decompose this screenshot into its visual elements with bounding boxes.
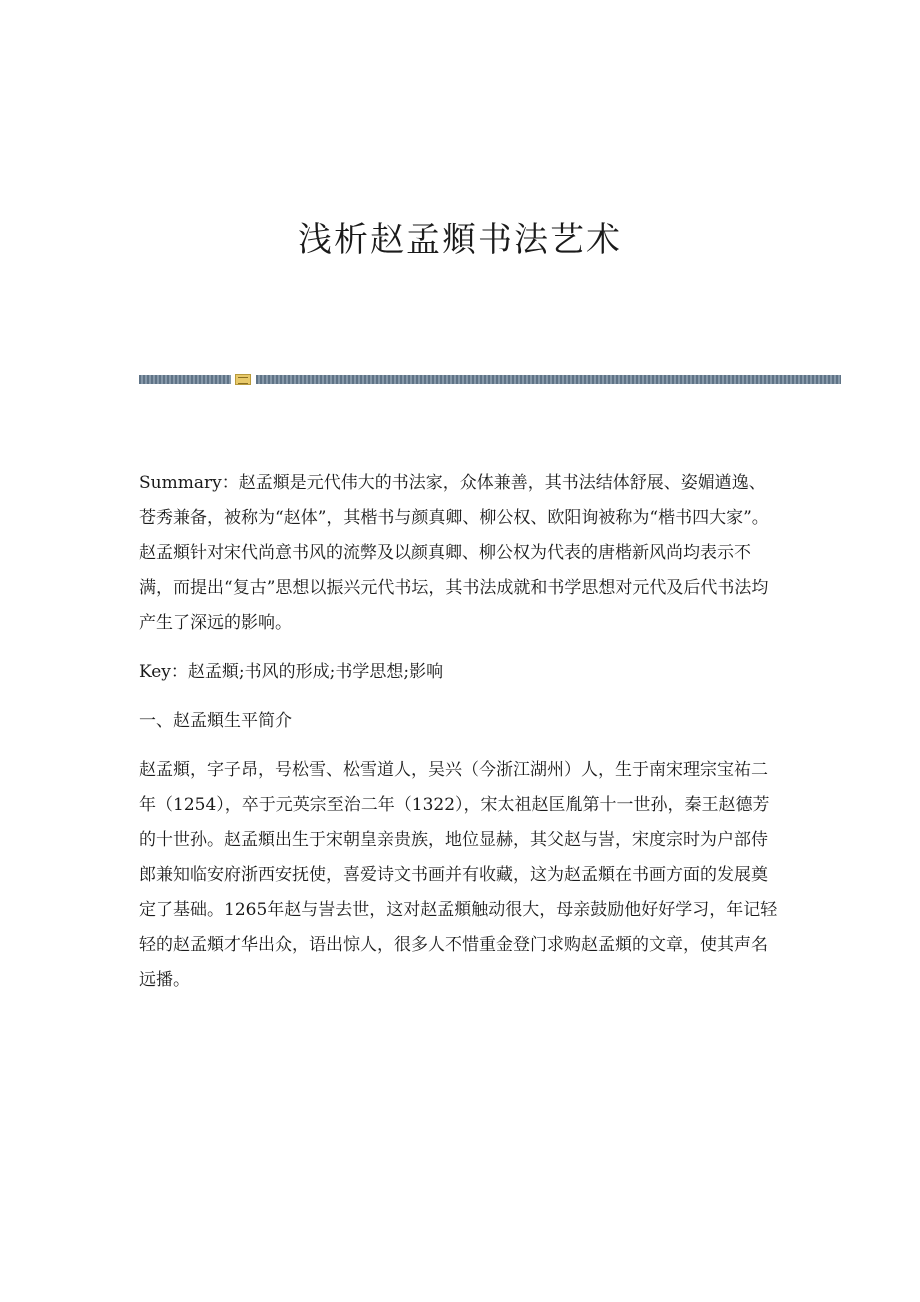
keywords-line: Key：赵孟頫;书风的形成;书学思想;影响 <box>139 662 444 682</box>
divider-ornament-icon <box>235 374 251 385</box>
divider-bar-right <box>256 375 841 384</box>
page-title: 浅析赵孟頫书法艺术 <box>298 220 622 260</box>
title-divider <box>139 375 841 384</box>
summary-paragraph: Summary：赵孟頫是元代伟大的书法家，众体兼善，其书法结体舒展、姿媚遒逸、苍秀兼备，被称为“赵体”，其楷书与颜真卿、柳公权、欧阳询被称为“楷书四大家”。赵孟頫针对宋代尚意书风的流弊及以颜真卿、柳公权为代表的唐楷新风尚均表示不满，而提出“复古”思想以振兴元代书坛，其书法成就和书学思想对元代及后代书法均产生了深远的影响。 <box>139 473 769 633</box>
article-body <box>139 466 779 998</box>
divider-bar-left <box>139 375 231 384</box>
body-paragraph: 赵孟頫，字子昂，号松雪、松雪道人，吴兴（今浙江湖州）人，生于南宋理宗宝祐二年（1254），卒于元英宗至治二年（1322），宋太祖赵匡胤第十一世孙，秦王赵德芳的十世孙。赵孟頫出生于宋朝皇亲贵族，地位显赫，其父赵与訔，宋度宗时为户部侍郎兼知临安府浙西安抚使，喜爱诗文书画并有收藏，这为赵孟頫在书画方面的发展奠定了基础。1265年赵与訔去世，这对赵孟頫触动很大，母亲鼓励他好好学习，年记轻轻的赵孟頫才华出众，语出惊人，很多人不惜重金登门求购赵孟頫的文章，使其声名远播。 <box>139 760 778 990</box>
section-heading: 一、赵孟頫生平简介 <box>139 711 292 731</box>
